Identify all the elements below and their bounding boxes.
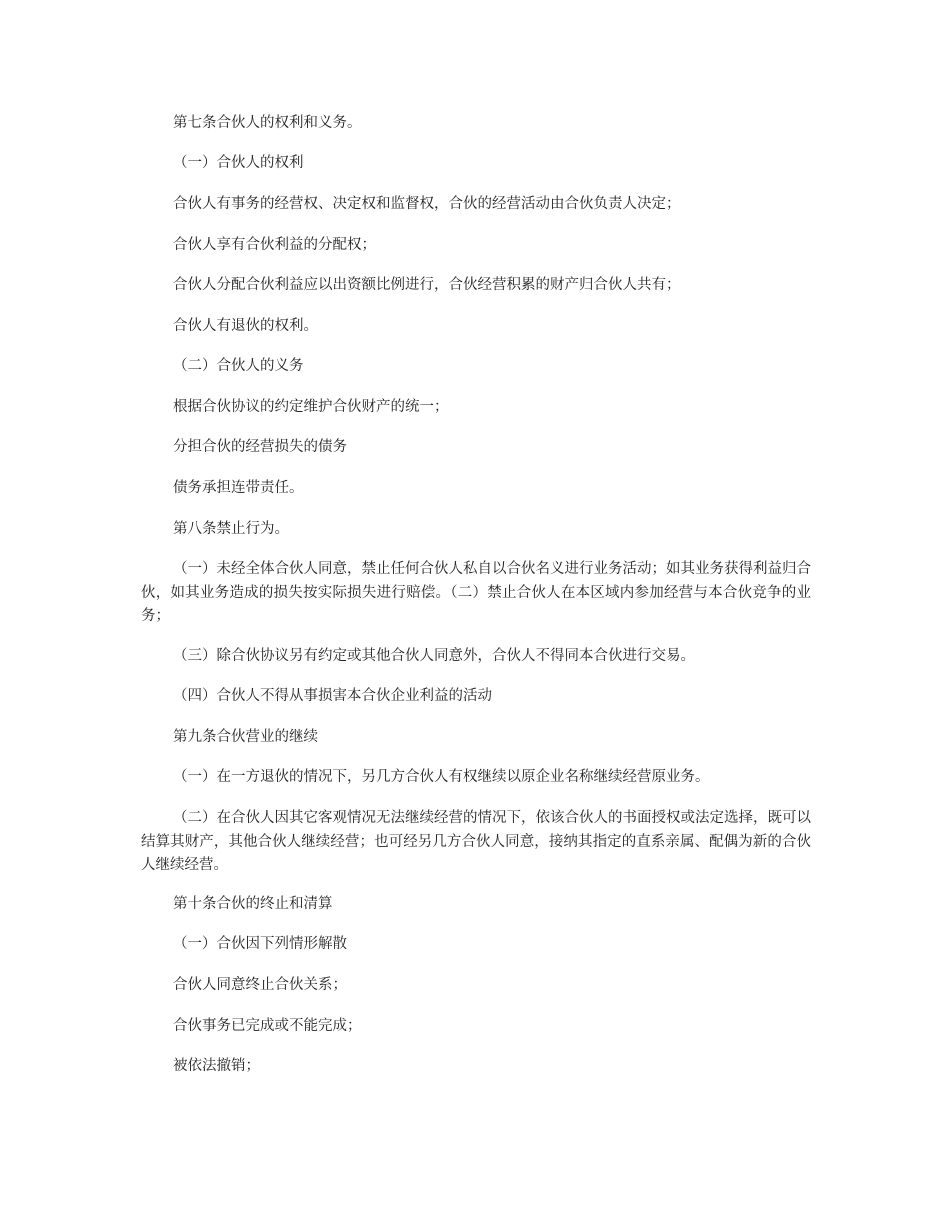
paragraph-rights-1: 合伙人有事务的经营权、决定权和监督权，合伙的经营活动由合伙负责人决定； <box>173 196 681 212</box>
paragraph-rights-4: 合伙人有退伙的权利。 <box>173 318 318 334</box>
paragraph-continuation-2: （二）在合伙人因其它客观情况无法继续经营的情况下，依该合伙人的书面授权或法定选择，既可以结算其财产，其他合伙人继续经营；也可经另几方合伙人同意，接纳其指定的直系亲属、配偶为新的合伙人继续经营。 <box>141 810 811 873</box>
paragraph-prohibition-3: （三）除合伙协议另有约定或其他合伙人同意外，合伙人不得同本合伙进行交易。 <box>173 648 695 664</box>
paragraph-rights-3: 合伙人分配合伙利益应以出资额比例进行，合伙经营积累的财产归合伙人共有； <box>173 277 681 293</box>
section-2-heading: （二）合伙人的义务 <box>173 358 304 374</box>
article-9-heading: 第九条合伙营业的继续 <box>173 729 318 745</box>
paragraph-dissolution-2: 合伙事务已完成或不能完成； <box>173 1018 362 1034</box>
article-10-heading: 第十条合伙的终止和清算 <box>173 896 333 912</box>
section-dissolution-heading: （一）合伙因下列情形解散 <box>173 936 347 952</box>
paragraph-duties-2: 分担合伙的经营损失的债务 <box>173 439 347 455</box>
paragraph-dissolution-1: 合伙人同意终止合伙关系； <box>173 977 347 993</box>
paragraph-prohibition-1: （一）未经全体合伙人同意，禁止任何合伙人私自以合伙名义进行业务活动；如其业务获得利益归合伙，如其业务造成的损失按实际损失进行赔偿。（二）禁止合伙人在本区域内参加经营与本合伙竞争的业务； <box>141 561 811 624</box>
paragraph-dissolution-3: 被依法撤销； <box>173 1058 260 1074</box>
paragraph-rights-2: 合伙人享有合伙利益的分配权； <box>173 237 376 253</box>
paragraph-duties-3: 债务承担连带责任。 <box>173 480 304 496</box>
section-1-heading: （一）合伙人的权利 <box>173 155 304 171</box>
article-8-heading: 第八条禁止行为。 <box>173 521 289 537</box>
paragraph-duties-1: 根据合伙协议的约定维护合伙财产的统一； <box>173 399 449 415</box>
paragraph-prohibition-4: （四）合伙人不得从事损害本合伙企业利益的活动 <box>173 688 492 704</box>
article-7-heading: 第七条合伙人的权利和义务。 <box>173 115 362 131</box>
paragraph-continuation-1: （一）在一方退伙的情况下，另几方合伙人有权继续以原企业名称继续经营原业务。 <box>173 769 710 785</box>
